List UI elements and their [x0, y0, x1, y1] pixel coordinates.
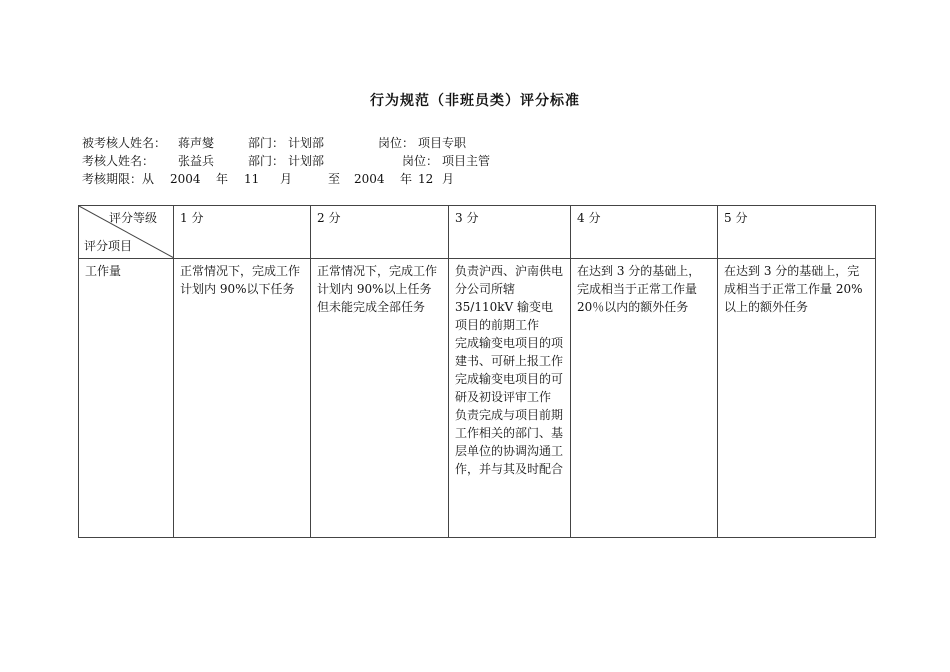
- criteria-text: 在达到 3 分的基础上，完成相当于正常工作量 20%以上的额外任务: [724, 264, 863, 314]
- year-char: 年: [400, 172, 413, 186]
- to-label: 至: [328, 172, 341, 186]
- criteria-text: 正常情况下，完成工作计划内 90%以上任务但未能完成全部任务: [317, 264, 438, 314]
- level-header: 4 分: [571, 206, 718, 259]
- post-label: 岗位：: [402, 154, 439, 168]
- assessor-name: 张益兵: [178, 154, 215, 168]
- score-3-cell: [449, 259, 571, 538]
- post-value: 项目主管: [442, 154, 491, 168]
- criteria-text: 在达到 3 分的基础上，完成相当于正常工作量 20％以内的额外任务: [577, 264, 701, 314]
- level-header: 1 分: [174, 206, 311, 259]
- score-item-header: 评分项目: [84, 239, 133, 253]
- score-5-cell: [718, 259, 876, 538]
- level-header: 5 分: [718, 206, 876, 259]
- criteria-text: 负责完成与项目前期工作相关的部门、基层单位的协调沟通工作，并与其及时配合: [455, 408, 564, 476]
- assessor-label: 考核人姓名：: [82, 154, 155, 168]
- period-label: 考核期限：从: [82, 172, 155, 186]
- year-char: 年: [216, 172, 229, 186]
- score-1-cell: [174, 259, 311, 538]
- to-month: 12: [418, 172, 434, 186]
- row-label: 工作量: [79, 259, 174, 538]
- dept-label: 部门：: [248, 136, 285, 150]
- assessee-label: 被考核人姓名：: [82, 136, 167, 150]
- post-label: 岗位：: [378, 136, 415, 150]
- page-title: 行为规范（非班员类）评分标准: [370, 93, 580, 109]
- dept-value: 计划部: [288, 136, 325, 150]
- score-2-cell: [311, 259, 449, 538]
- month-char: 月: [442, 172, 455, 186]
- to-year: 2004: [354, 172, 385, 186]
- header-row: [79, 206, 876, 259]
- from-year: 2004: [170, 172, 201, 186]
- level-header: 3 分: [449, 206, 571, 259]
- score-level-header: 评分等级: [108, 211, 157, 225]
- month-char: 月: [280, 172, 293, 186]
- from-month: 11: [244, 172, 260, 186]
- scoring-table: [78, 205, 876, 538]
- assessee-name: 蒋声燮: [178, 136, 215, 150]
- dept-label: 部门：: [248, 154, 285, 168]
- criteria-text: 负责沪西、沪南供电分公司所辖 35/110kV 输变电项目的前期工作: [455, 264, 564, 332]
- criteria-text: 完成输变电项目的项建书、可研上报工作: [455, 336, 564, 368]
- post-value: 项目专职: [418, 136, 467, 150]
- criteria-text: 完成输变电项目的可研及初设评审工作: [455, 372, 564, 404]
- level-header: 2 分: [311, 206, 449, 259]
- dept-value: 计划部: [288, 154, 325, 168]
- score-4-cell: [571, 259, 718, 538]
- corner-cell: [79, 206, 174, 259]
- table-row: [79, 259, 876, 538]
- criteria-text: 正常情况下，完成工作计划内 90%以下任务: [180, 264, 301, 296]
